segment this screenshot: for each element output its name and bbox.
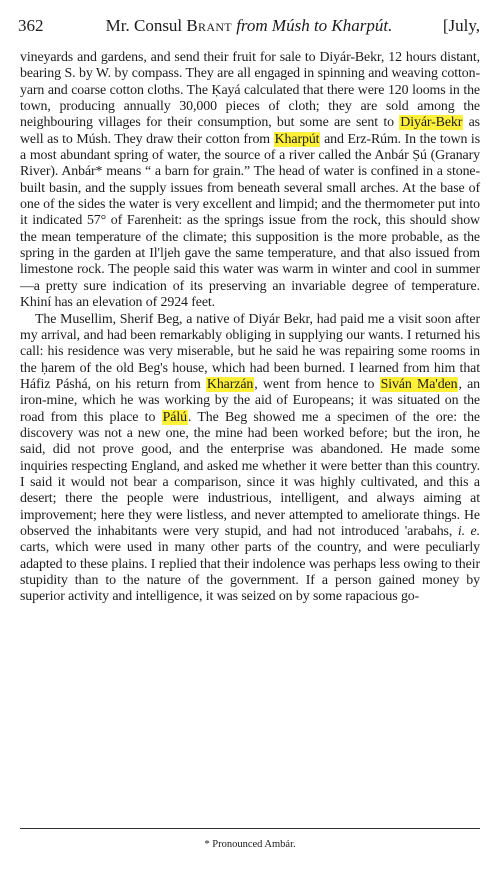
footnote: * Pronounced Ambár. bbox=[204, 839, 296, 850]
text-segment: as well as to Músh. They draw their cotton from bbox=[20, 115, 480, 147]
running-month: [July, bbox=[442, 16, 480, 35]
body-text bbox=[20, 50, 480, 606]
text-segment: The Musellim, Sherif Beg, a native of Diyár Bekr, had paid me a visit soon after my arrival, and had been remarkably obliging in supplying our wants. I returned his call: his residence was very miserable, but he said he was repairing some rooms in the ḥarem of the old Beg's house, which had been burned. I learned from him that Háfiz Páshá, on his return from bbox=[20, 311, 480, 392]
highlight-kharput: Kharpút bbox=[274, 131, 320, 147]
page-number: 362 bbox=[18, 16, 44, 35]
highlight-kharzan: Kharzán bbox=[206, 376, 254, 392]
highlight-diyar-bekr: Diyár-Bekr bbox=[400, 115, 463, 131]
paragraph-2 bbox=[20, 312, 480, 606]
running-title-author: Brant bbox=[186, 16, 232, 35]
italic-ie: i. e. bbox=[457, 523, 480, 539]
running-title-route: from Músh to Kharpút. bbox=[236, 16, 393, 35]
running-header bbox=[18, 14, 480, 38]
text-segment: , went from hence to bbox=[254, 376, 380, 392]
text-segment: . The Beg showed me a specimen of the ore: the discovery was not a new one, the mine had been worked before; but the iron, he said, did not prove good, and the enterprise was abandoned. He made some inquiries respecting England, and asked me whether it were better than this country. I said it would not bear a comparison, since it was highly cultivated, and this a desert; there the people were industrious, intelligent, and always aiming at improvement; here they were listless, and never attempted to ameliorate things. He observed the inhabitants were very stupid, and had not introduced 'arabahs, bbox=[20, 409, 480, 539]
text-segment: and Erz-Rúm. In the town is a most abundant spring of water, the source of a river called the Anbár Ṣú (Granary River). Anbár* means “ a barn for grain.” The head of water is confined in a stone-built basin, and the supply issues from beneath several small arches. At the base of one of the sides the water is very excellent and limpid; and the thermometer put into it indicated 57° of Farenheit: as the springs issue from the rock, this should show the mean temperature of the climate; this supposition is the more probable, as the spring in the garden at Il'ljeh gave the same temperature, and that also issued from limestone rock. The people said this water was warm in winter and cool in summer—a pretty sure indication of its preserving an invariable degree of temperature. Khiní has an elevation of 2924 feet. bbox=[20, 131, 480, 311]
highlight-sivan-maden: Siván Ma'den bbox=[380, 376, 458, 392]
highlight-palu: Pálú bbox=[162, 409, 187, 425]
text-segment: , an iron-mine, which he was working by the aid of Europeans; it was situated on the road from this place to bbox=[20, 376, 480, 425]
paragraph-1 bbox=[20, 50, 480, 312]
running-title-prefix: Mr. Consul bbox=[105, 16, 187, 35]
footnote-divider bbox=[20, 828, 480, 829]
text-segment: carts, which were used in many other parts of the country, and were peculiarly adapted to these plains. I replied that their indolence was perhaps less owing to their stupidity than to the nature of the government. If a person gained money by superior activity and intelligence, it was seized on by some rapacious go- bbox=[20, 540, 480, 605]
running-title bbox=[18, 14, 480, 38]
text-segment: vineyards and gardens, and send their fruit for sale to Diyár-Bekr, 12 hours distant, bearing S. by W. by compass. They are all engaged in spinning and weaving cotton-yarn and coarse cotton cloths. The Ḳayá calculated that there were 120 looms in the town, producing annually 30,000 pieces of cloth; they are sold among the neighbouring villages for their consumption, but some are sent to bbox=[20, 50, 480, 131]
